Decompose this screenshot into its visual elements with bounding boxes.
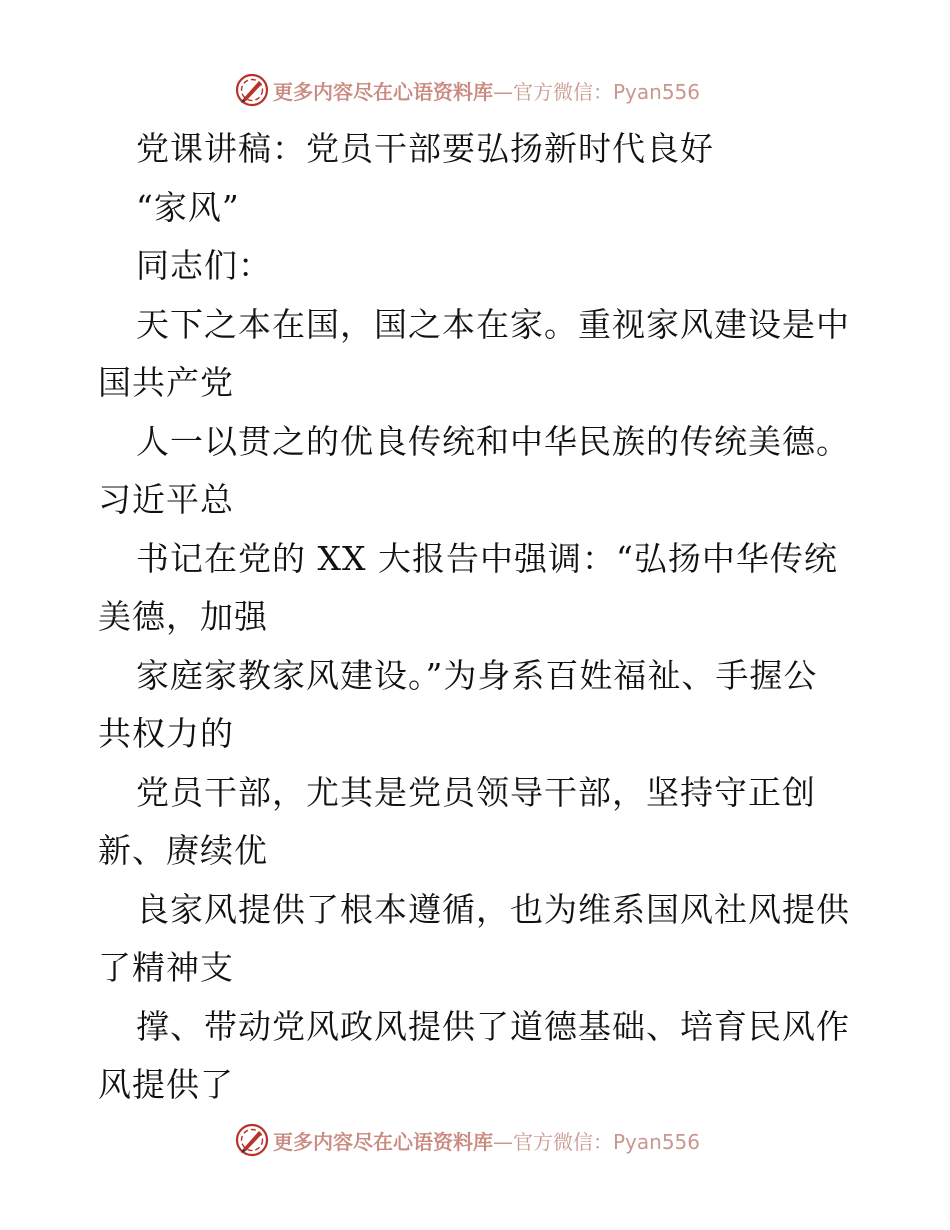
text-line: 共权力的 bbox=[98, 714, 234, 753]
footer-site-name: 更多内容尽在心语资料库 bbox=[273, 1129, 493, 1154]
footer-watermark-banner bbox=[235, 1120, 715, 1160]
footer-dash: — bbox=[493, 1129, 513, 1154]
text-line: 同志们： bbox=[136, 246, 272, 285]
footer-watermark-text bbox=[273, 1126, 700, 1155]
text-line: 家庭家教家风建设。”为身系百姓福祉、手握公 bbox=[136, 655, 818, 695]
header-wechat-account: Pyan556 bbox=[613, 79, 701, 104]
text-line: 党课讲稿：党员干部要弘扬新时代良好 bbox=[136, 129, 714, 168]
header-dash: — bbox=[493, 79, 513, 104]
footer-wechat-account: Pyan556 bbox=[613, 1129, 701, 1154]
text-line: 了精神支 bbox=[98, 948, 234, 987]
text-line: 党员干部，尤其是党员领导干部，坚持守正创 bbox=[136, 772, 816, 812]
brush-logo-icon bbox=[235, 1123, 269, 1157]
header-watermark-banner bbox=[235, 70, 715, 110]
text-line: 良家风提供了根本遵循，也为维系国风社风提供 bbox=[136, 889, 850, 929]
text-line: 人一以贯之的优良传统和中华民族的传统美德。 bbox=[136, 421, 850, 461]
footer-wechat-label: 官方微信： bbox=[513, 1129, 613, 1154]
text-line: 书记在党的 XX 大报告中强调：“弘扬中华传统 bbox=[136, 538, 838, 578]
text-line: 国共产党 bbox=[98, 363, 234, 402]
text-line: 习近平总 bbox=[98, 480, 234, 519]
header-wechat-label: 官方微信： bbox=[513, 79, 613, 104]
header-site-name: 更多内容尽在心语资料库 bbox=[273, 79, 493, 104]
text-line: 撑、带动党风政风提供了道德基础、培育民风作 bbox=[136, 1006, 850, 1046]
brush-logo-icon bbox=[235, 73, 269, 107]
text-line: 新、赓续优 bbox=[98, 831, 268, 870]
document-body bbox=[98, 120, 858, 1115]
text-line: 美德，加强 bbox=[98, 597, 268, 636]
text-line: 风提供了 bbox=[98, 1065, 234, 1104]
text-line: 天下之本在国，国之本在家。重视家风建设是中 bbox=[136, 304, 850, 344]
header-watermark-text bbox=[273, 76, 700, 105]
text-line: “家风” bbox=[136, 187, 240, 227]
